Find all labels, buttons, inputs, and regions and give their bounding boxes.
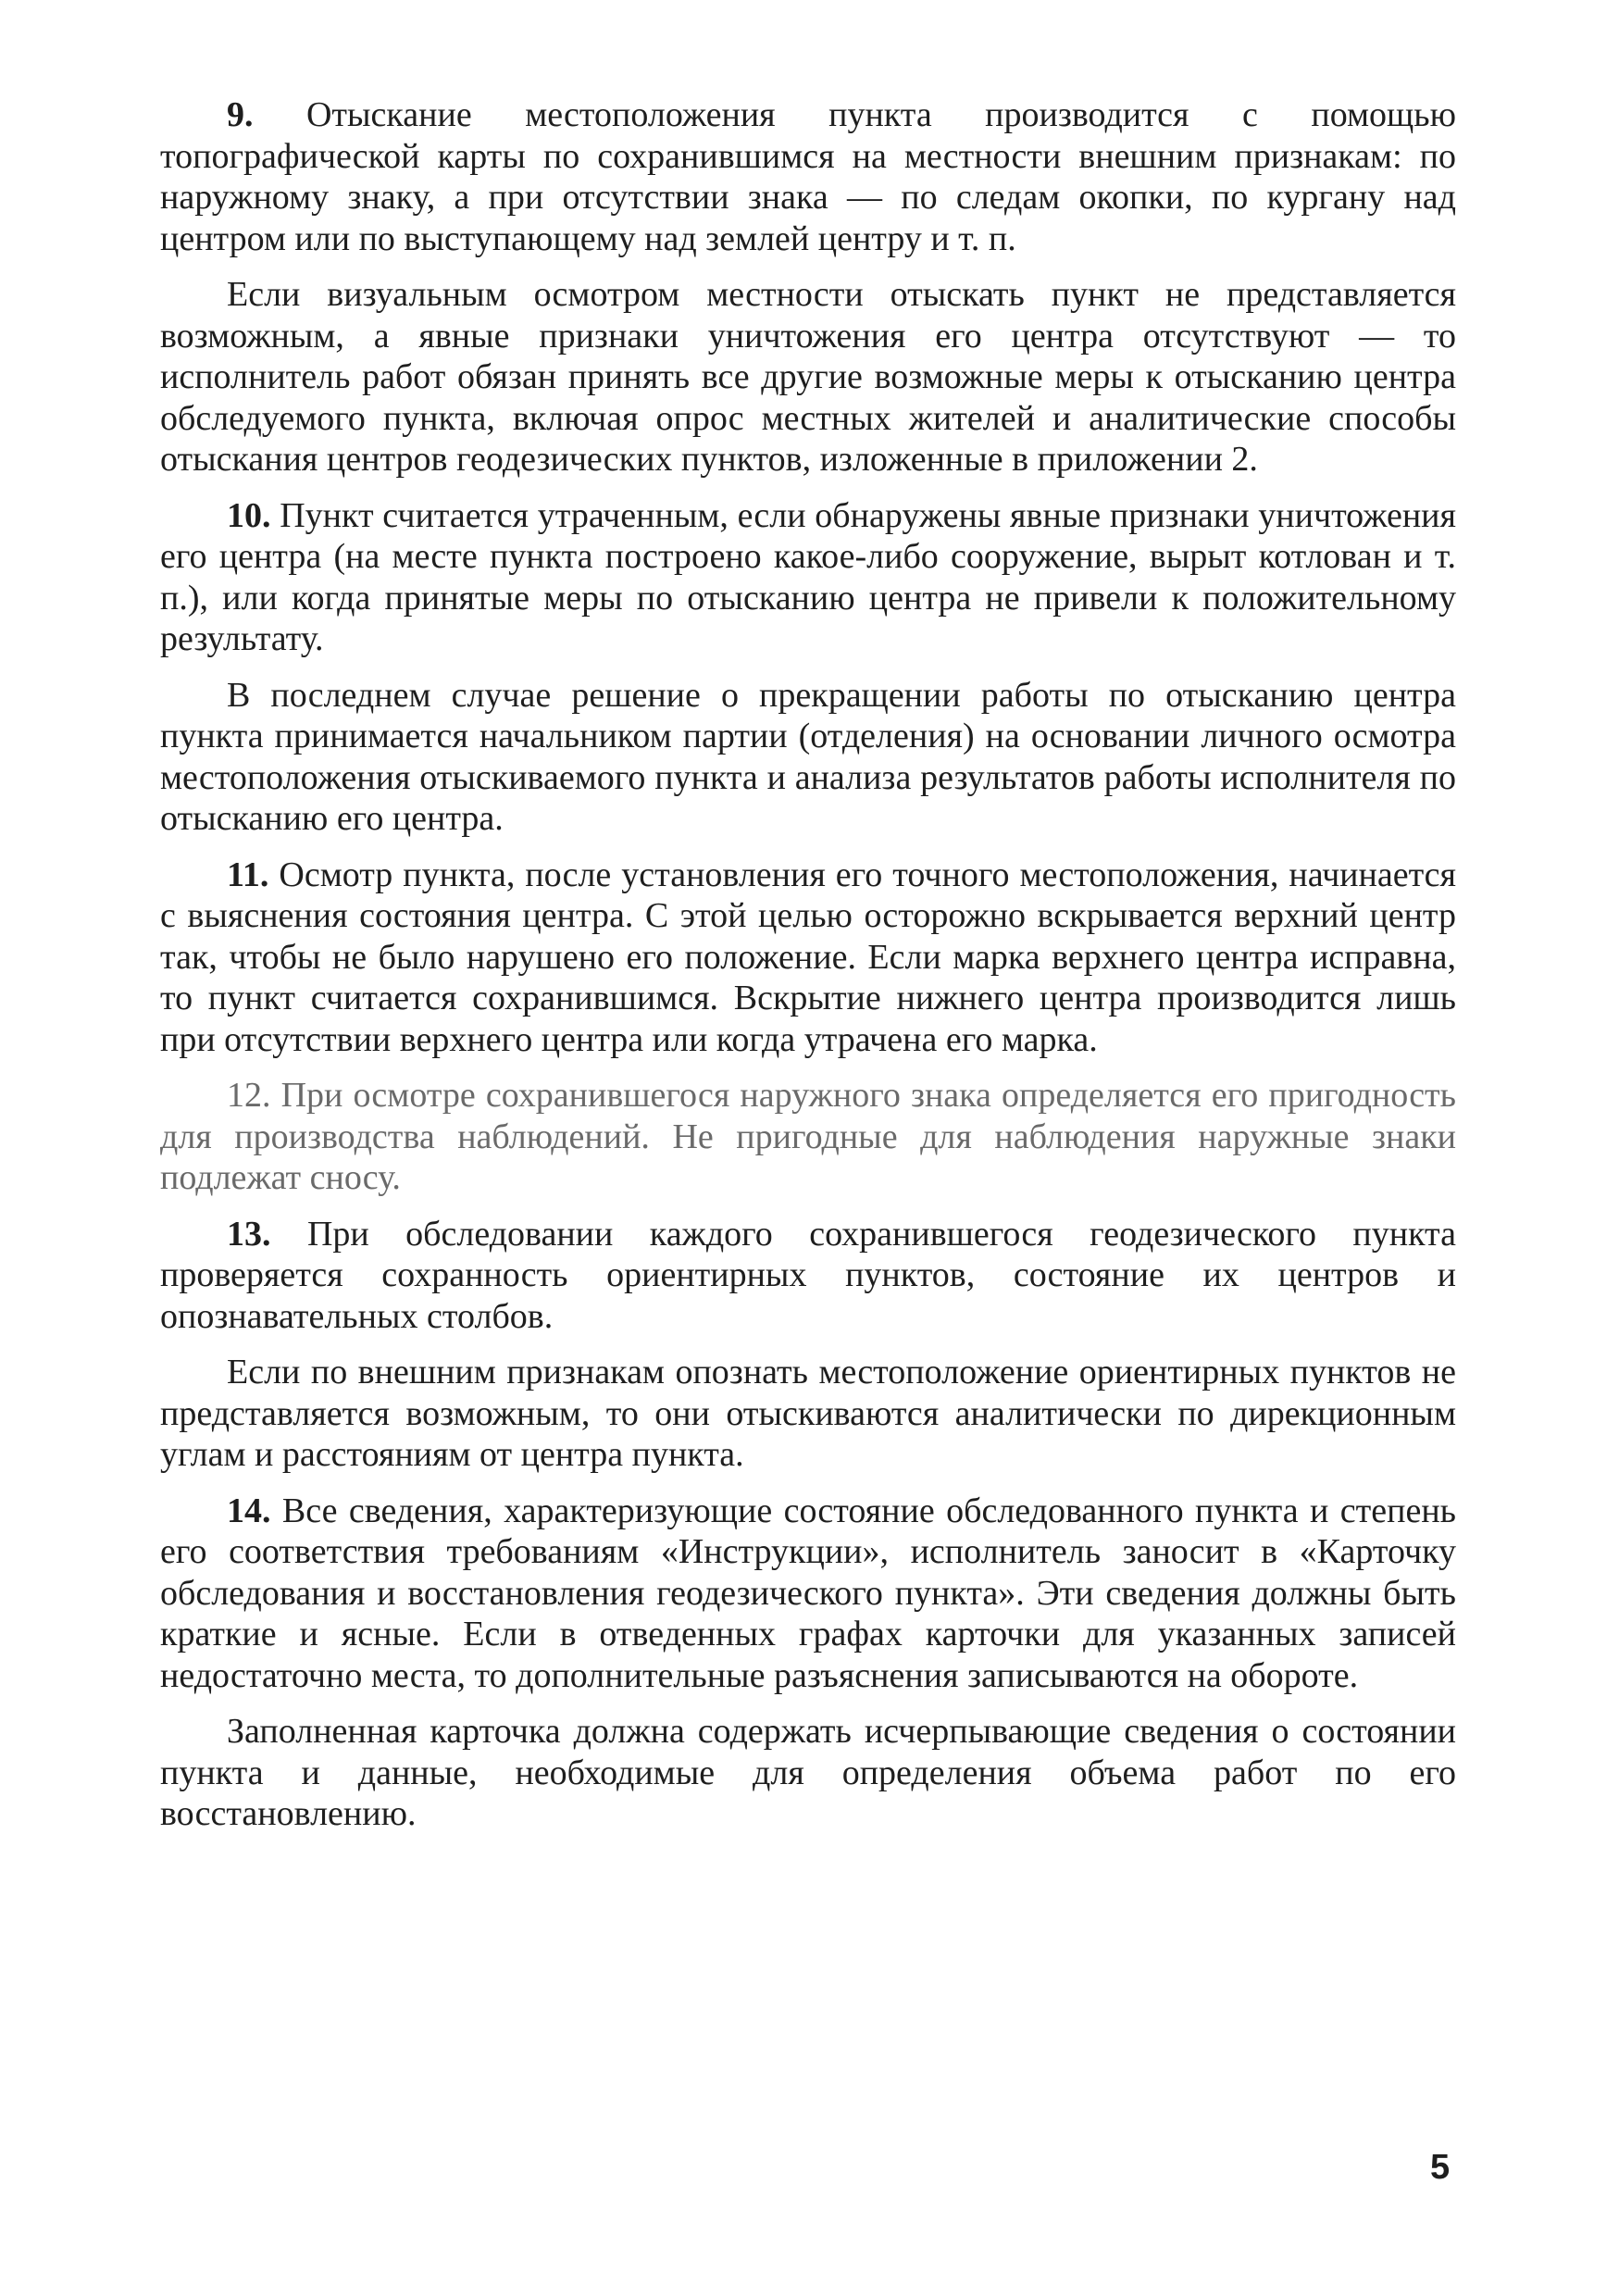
paragraph-13 — [160, 1214, 1456, 1338]
item-number: 12. — [227, 1076, 271, 1115]
paragraph-9-continued — [160, 274, 1456, 480]
paragraph-text: В последнем случае решение о прекращении работы по отысканию центра пункта принимается начальником партии (отделения) на основании личного осмотра местоположения отыскиваемого пункта и анализа результатов работы исполнителя по отысканию его центра. — [160, 675, 1456, 838]
paragraph-text: При обследовании каждого сохранившегося геодезического пункта проверяется сохранность ориентирных пунктов, состояние их центров и опознавательных столбов. — [160, 1214, 1456, 1336]
paragraph-text: Если визуальным осмотром местности отыскать пункт не представляется возможным, а явные признаки уничтожения его центра отсутствуют — то исполнитель работ обязан принять все другие возможные меры к отысканию центра обследуемого пункта, включая опрос местных жителей и аналитические способы отыскания центров геодезических пунктов, изложенные в приложении 2. — [160, 275, 1456, 479]
paragraph-14-continued — [160, 1711, 1456, 1835]
paragraph-14 — [160, 1491, 1456, 1697]
paragraph-13-continued — [160, 1352, 1456, 1476]
item-number: 9. — [227, 95, 254, 134]
paragraph-12 — [160, 1075, 1456, 1199]
item-number: 14. — [227, 1491, 271, 1530]
paragraph-text: При осмотре сохранившегося наружного знака определяется его пригодность для производства наблюдений. Не пригодные для наблюдения наружные знаки подлежат сносу. — [160, 1076, 1456, 1197]
paragraph-text: Все сведения, характеризующие состояние обследованного пункта и степень его соответствия требованиям «Инструкции», исполнитель заносит в «Карточку обследования и восстановления геодезического пункта». Эти сведения должны быть краткие и ясные. Если в отведенных графах карточки для указанных записей недостаточно места, то дополнительные разъяснения записываются на обороте. — [160, 1491, 1456, 1695]
paragraph-text: Если по внешним признакам опознать местоположение ориентирных пунктов не представляется возможным, то они отыскиваются аналитически по дирекционным углам и расстояниям от центра пункта. — [160, 1353, 1456, 1474]
item-number: 10. — [227, 495, 271, 535]
paragraph-10 — [160, 495, 1456, 660]
paragraph-9 — [160, 94, 1456, 259]
item-number: 13. — [227, 1214, 271, 1254]
item-number: 11. — [227, 855, 269, 894]
paragraph-11 — [160, 855, 1456, 1061]
page-number: 5 — [1430, 2148, 1451, 2187]
paragraph-text: Отыскание местоположения пункта производится с помощью топографической карты по сохранившимся на местности внешним признакам: по наружному знаку, а при отсутствии знака — по следам окопки, по кургану над центром или по выступающему над землей центру и т. п. — [160, 95, 1456, 258]
paragraph-text: Осмотр пункта, после установления его точного местоположения, начинается с выяснения состояния центра. С этой целью осторожно вскрывается верхний центр так, чтобы не было нарушено его положение. Если марка верхнего центра исправна, то пункт считается сохранившимся. Вскрытие нижнего центра производится лишь при отсутствии верхнего центра или когда утрачена его марка. — [160, 855, 1456, 1059]
paragraph-10-continued — [160, 675, 1456, 840]
paragraph-text: Пункт считается утраченным, если обнаружены явные признаки уничтожения его центра (на месте пункта построено какое-либо сооружение, вырыт котлован и т. п.), или когда принятые меры по отысканию центра не привели к положительному результату. — [160, 495, 1456, 658]
paragraph-text: Заполненная карточка должна содержать исчерпывающие сведения о состоянии пункта и данные, необходимые для определения объема работ по его восстановлению. — [160, 1712, 1456, 1833]
body-text — [160, 94, 1456, 1850]
